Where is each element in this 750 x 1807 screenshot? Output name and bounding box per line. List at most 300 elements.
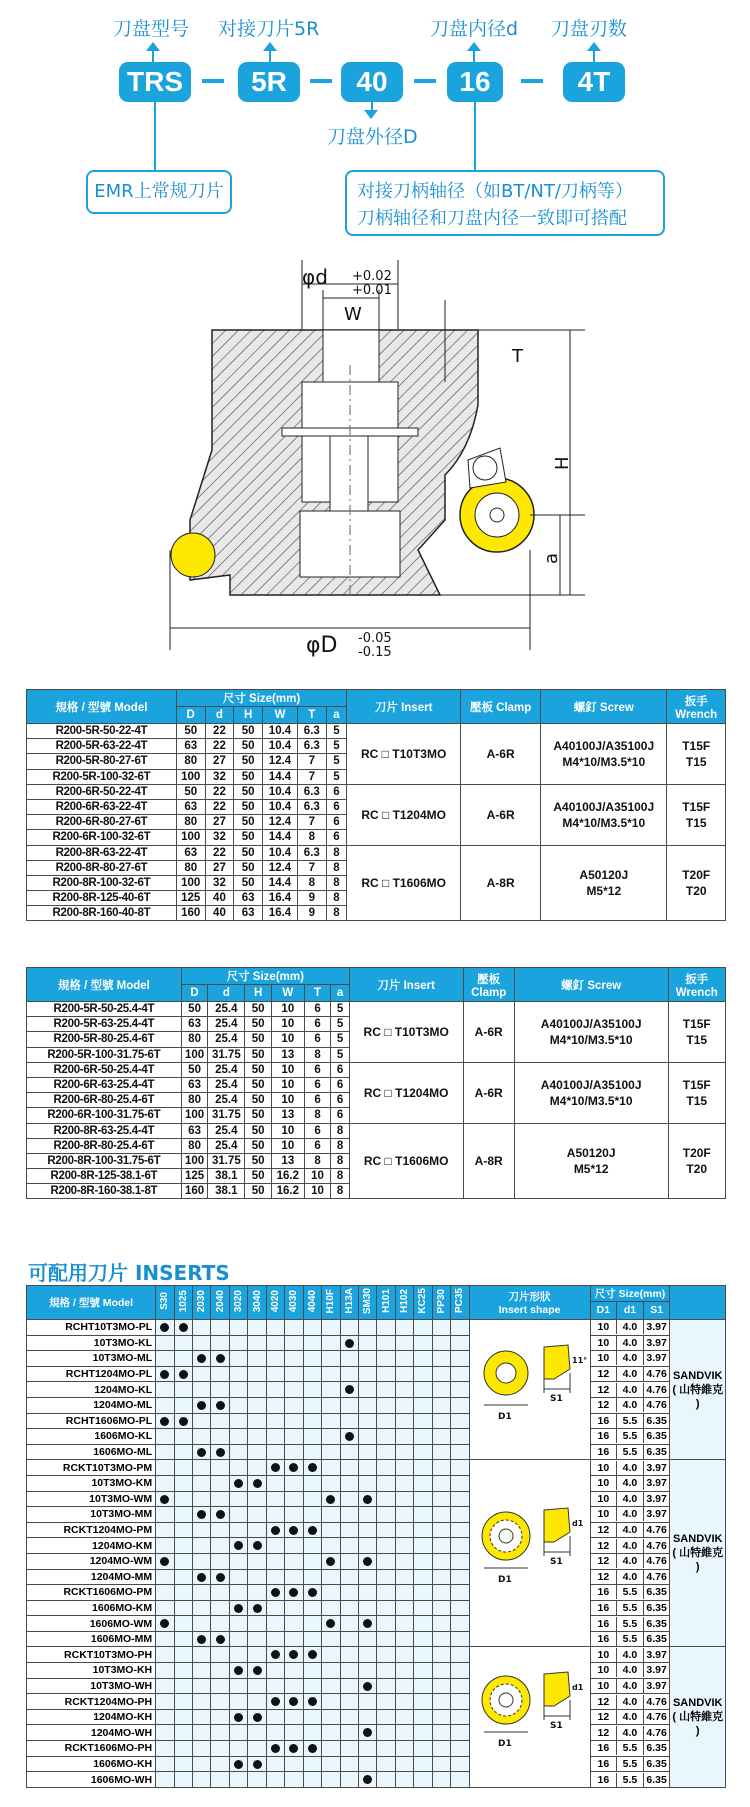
grade-cell [414, 1429, 432, 1445]
grade-cell [395, 1351, 413, 1367]
insert-model: RCHT10T3MO-PL [27, 1320, 156, 1336]
grade-cell [266, 1725, 284, 1741]
grade-cell [229, 1569, 247, 1585]
grade-cell [414, 1678, 432, 1694]
grade-cell [451, 1397, 469, 1413]
grade-cell [395, 1725, 413, 1741]
size-cell: 12 4.0 4.76 [590, 1569, 670, 1585]
screw-cell: A40100J/A35100J M4*10/M3.5*10 [514, 1002, 668, 1063]
size-cell: 16 5.5 6.35 [590, 1600, 670, 1616]
svg-text:S1: S1 [549, 1393, 563, 1404]
grade-cell [248, 1335, 266, 1351]
grade-cell [174, 1585, 192, 1601]
grade-cell [285, 1351, 303, 1367]
grade-cell [358, 1569, 376, 1585]
grade-cell [248, 1397, 266, 1413]
screw-cell: A40100J/A35100J M4*10/M3.5*10 [541, 784, 667, 845]
grade-cell [451, 1320, 469, 1336]
size-cell: 63 [176, 799, 205, 814]
clamp-cell: A-6R [463, 1002, 514, 1063]
insert-shape-cell [469, 1460, 590, 1647]
insert-row [27, 1741, 726, 1757]
grade-cell [432, 1647, 450, 1663]
grade-cell [211, 1538, 229, 1554]
insert-model: 10T3MO-KM [27, 1475, 156, 1491]
availability-dot [266, 1741, 284, 1757]
insert-model: 1606MO-WM [27, 1616, 156, 1632]
grade-cell [303, 1507, 321, 1523]
wrench-cell: T15F T15 [668, 1062, 725, 1123]
grade-cell [451, 1756, 469, 1772]
grade-cell [193, 1772, 211, 1788]
size-cell: 25.4 [208, 1062, 245, 1077]
availability-dot [229, 1538, 247, 1554]
availability-dot [229, 1663, 247, 1679]
grade-cell [193, 1741, 211, 1757]
size-cell: 10 4.0 3.97 [590, 1351, 670, 1367]
grade-cell [266, 1382, 284, 1398]
grade-cell [193, 1522, 211, 1538]
size-cell: 22 [205, 724, 234, 739]
insert-row [27, 1351, 726, 1367]
grade-cell [432, 1616, 450, 1632]
clamp-cell: A-8R [463, 1123, 514, 1199]
size-cell: 6 [304, 1123, 331, 1138]
grade-cell [432, 1694, 450, 1710]
size-cell: 16 5.5 6.35 [590, 1741, 670, 1757]
grade-cell [229, 1585, 247, 1601]
size-cell: 10 4.0 3.97 [590, 1491, 670, 1507]
grade-cell [248, 1444, 266, 1460]
grade-cell [303, 1678, 321, 1694]
grade-cell [358, 1507, 376, 1523]
grade-cell [285, 1663, 303, 1679]
grade-cell [285, 1538, 303, 1554]
grade-cell [211, 1475, 229, 1491]
size-cell: 6.3 [297, 739, 326, 754]
size-cell: 16 5.5 6.35 [590, 1772, 670, 1788]
label-cutter-type: 刀盘型号 [113, 18, 190, 40]
grade-cell [395, 1444, 413, 1460]
grade-cell [358, 1351, 376, 1367]
grade-cell [395, 1709, 413, 1725]
grade-cell [414, 1538, 432, 1554]
grade-cell [395, 1413, 413, 1429]
cutter-cross-section-drawing [0, 250, 750, 670]
model-cell: R200-8R-160-40-8T [27, 906, 177, 921]
size-cell: 25.4 [208, 1123, 245, 1138]
dim-phi-d: φd [302, 265, 328, 289]
grade-cell [414, 1320, 432, 1336]
table-row [27, 1123, 726, 1138]
availability-dot [266, 1522, 284, 1538]
grade-cell [395, 1694, 413, 1710]
grade-cell [229, 1491, 247, 1507]
grade-cell [174, 1444, 192, 1460]
insert-cell: RC □ T1606MO [349, 1123, 463, 1199]
size-cell: 16.4 [263, 906, 298, 921]
availability-dot [193, 1444, 211, 1460]
insert-model: 1606MO-KL [27, 1429, 156, 1445]
grade-cell [451, 1507, 469, 1523]
grade-cell [377, 1460, 395, 1476]
grade-cell [156, 1678, 174, 1694]
size-cell: 6.3 [297, 784, 326, 799]
size-cell: 10.4 [263, 724, 298, 739]
grade-cell [174, 1397, 192, 1413]
grade-cell [156, 1663, 174, 1679]
grade-cell [395, 1585, 413, 1601]
grade-header: H13A [340, 1286, 358, 1320]
size-cell: 50 [245, 1002, 272, 1017]
model-cell: R200-6R-63-25.4-4T [27, 1077, 182, 1092]
size-cell: 80 [176, 815, 205, 830]
size-cell: 160 [176, 906, 205, 921]
size-cell: 6 [326, 784, 347, 799]
availability-dot [340, 1335, 358, 1351]
grade-cell [414, 1351, 432, 1367]
size-cell: 16 5.5 6.35 [590, 1413, 670, 1429]
grade-cell [322, 1397, 340, 1413]
grade-cell [432, 1382, 450, 1398]
wrench-cell: T15F T15 [668, 1002, 725, 1063]
grade-cell [377, 1725, 395, 1741]
grade-header: H10F [322, 1286, 340, 1320]
grade-cell [174, 1569, 192, 1585]
availability-dot [211, 1397, 229, 1413]
grade-cell [377, 1631, 395, 1647]
size-cell: 80 [181, 1032, 208, 1047]
grade-cell [432, 1663, 450, 1679]
size-cell: 100 [176, 830, 205, 845]
insert-row [27, 1585, 726, 1601]
grade-cell [303, 1397, 321, 1413]
grade-cell [358, 1600, 376, 1616]
grade-cell [285, 1725, 303, 1741]
size-cell: 12 4.0 4.76 [590, 1694, 670, 1710]
insert-model: RCKT10T3MO-PM [27, 1460, 156, 1476]
grade-cell [303, 1538, 321, 1554]
model-cell: R200-5R-63-25.4-4T [27, 1017, 182, 1032]
availability-dot [358, 1725, 376, 1741]
grade-cell [266, 1507, 284, 1523]
grade-cell [156, 1756, 174, 1772]
grade-cell [322, 1694, 340, 1710]
insert-row [27, 1600, 726, 1616]
grade-cell [395, 1460, 413, 1476]
size-cell: 8 [331, 1169, 349, 1184]
size-cell: 10 [271, 1093, 304, 1108]
insert-row [27, 1382, 726, 1398]
grade-header: 3020 [229, 1286, 247, 1320]
grade-cell [414, 1397, 432, 1413]
insert-model: RCKT1606MO-PM [27, 1585, 156, 1601]
insert-row [27, 1507, 726, 1523]
size-cell: 8 [304, 1153, 331, 1168]
grade-cell [395, 1678, 413, 1694]
availability-dot [285, 1522, 303, 1538]
grade-cell [414, 1756, 432, 1772]
grade-cell [156, 1741, 174, 1757]
table-row [27, 1002, 726, 1017]
grade-cell [377, 1475, 395, 1491]
grade-cell [432, 1335, 450, 1351]
size-cell: 38.1 [208, 1169, 245, 1184]
insert-model: RCHT1204MO-PL [27, 1366, 156, 1382]
availability-dot [229, 1600, 247, 1616]
grade-cell [451, 1413, 469, 1429]
grade-cell [266, 1600, 284, 1616]
size-cell: 8 [326, 860, 347, 875]
grade-cell [432, 1522, 450, 1538]
size-cell: 12.4 [263, 860, 298, 875]
grade-cell [156, 1475, 174, 1491]
insert-model: 10T3MO-ML [27, 1351, 156, 1367]
size-cell: 31.75 [208, 1047, 245, 1062]
grade-cell [414, 1491, 432, 1507]
grade-cell [358, 1756, 376, 1772]
grade-header: PP30 [432, 1286, 450, 1320]
grade-header: 4020 [266, 1286, 284, 1320]
availability-dot [174, 1413, 192, 1429]
grade-cell [303, 1413, 321, 1429]
grade-cell [340, 1631, 358, 1647]
size-cell: 25.4 [208, 1002, 245, 1017]
size-cell: 40 [205, 891, 234, 906]
insert-shape-cell [469, 1320, 590, 1460]
grade-cell [395, 1538, 413, 1554]
grade-cell [451, 1429, 469, 1445]
grade-cell [395, 1663, 413, 1679]
grade-cell [156, 1351, 174, 1367]
grade-cell [156, 1335, 174, 1351]
grade-cell [395, 1631, 413, 1647]
clamp-cell: A-6R [461, 784, 541, 845]
insert-cell: RC □ T10T3MO [349, 1002, 463, 1063]
grade-cell [229, 1366, 247, 1382]
availability-dot [248, 1756, 266, 1772]
grade-cell [432, 1429, 450, 1445]
grade-cell [377, 1756, 395, 1772]
code-segment-teeth: 4T [563, 62, 625, 102]
grade-cell [340, 1678, 358, 1694]
size-cell: 50 [245, 1017, 272, 1032]
size-cell: 50 [176, 724, 205, 739]
grade-cell [340, 1756, 358, 1772]
grade-header: H102 [395, 1286, 413, 1320]
availability-dot [266, 1585, 284, 1601]
grade-cell [395, 1475, 413, 1491]
size-cell: 27 [205, 815, 234, 830]
size-cell: 100 [181, 1047, 208, 1062]
availability-dot [248, 1475, 266, 1491]
size-cell: 63 [176, 845, 205, 860]
grade-cell [174, 1382, 192, 1398]
grade-cell [303, 1569, 321, 1585]
grade-cell [248, 1553, 266, 1569]
grade-cell [414, 1741, 432, 1757]
grade-cell [285, 1444, 303, 1460]
grade-cell [451, 1491, 469, 1507]
grade-cell [193, 1694, 211, 1710]
insert-row [27, 1569, 726, 1585]
grade-cell [322, 1444, 340, 1460]
grade-cell [340, 1741, 358, 1757]
size-cell: 6 [304, 1077, 331, 1092]
model-cell: R200-5R-80-25.4-6T [27, 1032, 182, 1047]
grade-cell [303, 1772, 321, 1788]
size-cell: 50 [234, 830, 263, 845]
grade-cell [414, 1772, 432, 1788]
grade-cell [358, 1585, 376, 1601]
availability-dot [285, 1585, 303, 1601]
availability-dot [340, 1382, 358, 1398]
size-cell: 25.4 [208, 1032, 245, 1047]
grade-cell [174, 1678, 192, 1694]
size-cell: 10.4 [263, 784, 298, 799]
grade-header: 4040 [303, 1286, 321, 1320]
size-cell: 10 4.0 3.97 [590, 1647, 670, 1663]
grade-cell [322, 1475, 340, 1491]
size-cell: 25.4 [208, 1077, 245, 1092]
insert-model: 1204MO-WM [27, 1553, 156, 1569]
model-cell: R200-6R-50-25.4-4T [27, 1062, 182, 1077]
grade-cell [377, 1709, 395, 1725]
size-cell: 50 [245, 1032, 272, 1047]
grade-cell [285, 1772, 303, 1788]
insert-shape-cell [469, 1647, 590, 1787]
grade-cell [248, 1772, 266, 1788]
size-cell: 40 [205, 906, 234, 921]
grade-cell [340, 1709, 358, 1725]
model-cell: R200-5R-80-27-6T [27, 754, 177, 769]
model-cell: R200-8R-125-38.1-6T [27, 1169, 182, 1184]
model-cell: R200-8R-100-31.75-6T [27, 1153, 182, 1168]
svg-text:+0.02: +0.02 [352, 269, 392, 284]
grade-cell [377, 1585, 395, 1601]
size-cell: 50 [181, 1002, 208, 1017]
size-cell: 8 [326, 891, 347, 906]
size-cell: 10 [271, 1123, 304, 1138]
grade-cell [322, 1585, 340, 1601]
grade-cell [156, 1538, 174, 1554]
insert-row [27, 1616, 726, 1632]
size-cell: 10 [271, 1002, 304, 1017]
grade-cell [248, 1491, 266, 1507]
size-cell: 6.3 [297, 845, 326, 860]
dim-phi-D: φD [306, 633, 338, 658]
grade-cell [174, 1709, 192, 1725]
grade-cell [266, 1366, 284, 1382]
grade-cell [266, 1678, 284, 1694]
size-cell: 10 4.0 3.97 [590, 1507, 670, 1523]
grade-cell [285, 1553, 303, 1569]
grade-cell [266, 1663, 284, 1679]
grade-cell [395, 1366, 413, 1382]
size-cell: 50 [245, 1169, 272, 1184]
grade-cell [266, 1413, 284, 1429]
grade-cell [451, 1569, 469, 1585]
grade-cell [340, 1772, 358, 1788]
grade-cell [303, 1553, 321, 1569]
grade-cell [193, 1725, 211, 1741]
size-cell: 12 4.0 4.76 [590, 1725, 670, 1741]
size-cell: 9 [297, 891, 326, 906]
grade-cell [211, 1616, 229, 1632]
grade-cell [229, 1631, 247, 1647]
grade-cell [303, 1382, 321, 1398]
grade-cell [451, 1616, 469, 1632]
grade-cell [248, 1320, 266, 1336]
grade-cell [451, 1444, 469, 1460]
inserts-section-title: 可配用刀片 INSERTS [28, 1261, 230, 1285]
grade-header: 4030 [285, 1286, 303, 1320]
grade-cell [193, 1366, 211, 1382]
insert-shape-icon [472, 1496, 588, 1606]
grade-header: SM30 [358, 1286, 376, 1320]
grade-cell [266, 1397, 284, 1413]
size-cell: 25.4 [208, 1093, 245, 1108]
grade-cell [322, 1772, 340, 1788]
grade-cell [322, 1320, 340, 1336]
grade-cell [377, 1663, 395, 1679]
size-cell: 16 5.5 6.35 [590, 1429, 670, 1445]
grade-cell [377, 1429, 395, 1445]
grade-cell [285, 1616, 303, 1632]
dim-h: H [552, 456, 573, 470]
grade-cell [156, 1631, 174, 1647]
size-cell: 12.4 [263, 754, 298, 769]
insert-model: 1204MO-WH [27, 1725, 156, 1741]
size-cell: 100 [181, 1153, 208, 1168]
insert-model: 1606MO-ML [27, 1444, 156, 1460]
grade-header: 3040 [248, 1286, 266, 1320]
grade-cell [451, 1538, 469, 1554]
grade-cell [432, 1631, 450, 1647]
grade-cell [340, 1647, 358, 1663]
grade-cell [229, 1320, 247, 1336]
availability-dot [248, 1600, 266, 1616]
grade-cell [211, 1741, 229, 1757]
size-cell: 13 [271, 1108, 304, 1123]
size-cell: 50 [181, 1062, 208, 1077]
grade-cell [322, 1413, 340, 1429]
size-cell: 10 [271, 1032, 304, 1047]
grade-cell [432, 1538, 450, 1554]
size-cell: 8 [304, 1047, 331, 1062]
grade-cell [451, 1585, 469, 1601]
size-cell: 8 [297, 875, 326, 890]
grade-cell [174, 1756, 192, 1772]
model-cell: R200-8R-63-22-4T [27, 845, 177, 860]
grade-cell [358, 1429, 376, 1445]
availability-dot [156, 1491, 174, 1507]
grade-cell [414, 1616, 432, 1632]
size-cell: 12 4.0 4.76 [590, 1538, 670, 1554]
grade-cell [322, 1631, 340, 1647]
grade-cell [340, 1444, 358, 1460]
grade-cell [229, 1741, 247, 1757]
insert-cell: RC □ T1606MO [347, 845, 461, 921]
label-insert-5r: 对接刀片5R [218, 18, 320, 40]
size-cell: 6 [331, 1077, 349, 1092]
grade-cell [193, 1756, 211, 1772]
grade-cell [340, 1522, 358, 1538]
grade-cell [322, 1709, 340, 1725]
size-cell: 22 [205, 784, 234, 799]
size-cell: 10 4.0 3.97 [590, 1335, 670, 1351]
grade-cell [451, 1741, 469, 1757]
